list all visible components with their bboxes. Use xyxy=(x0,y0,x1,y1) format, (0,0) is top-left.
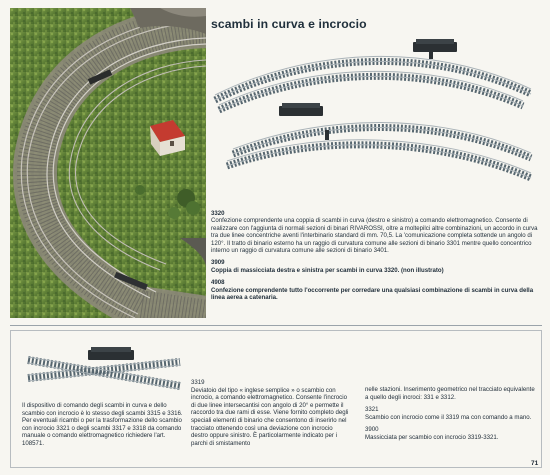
lower-left-text: Il dispositivo di comando degli scambi in curva e dello scambio con incrocio è lo stesso degli scambi 3315 e 3316. Per eventuali ricambi o per la trasformazione dello scambio con incrocio 3321 o degli scambi 3317 e 3318 da comando manuale o comando elettromagnetico richiedere l'art. 108571. xyxy=(22,402,183,447)
curved-turnout-upper xyxy=(215,39,531,110)
layout-photo-illustration xyxy=(10,8,206,318)
product-description-3900: Massicciata per scambio con incrocio 3319-3321. xyxy=(365,433,499,441)
section-divider xyxy=(10,325,542,326)
curved-turnout-lower xyxy=(227,103,531,178)
curved-turnouts-drawing xyxy=(213,36,543,208)
section-title: scambi in curva e incrocio xyxy=(211,17,367,31)
product-code-3321: 3321 xyxy=(365,406,379,414)
product-description-3909: Coppia di massicciata destra e sinistra per scambi in curva 3320. (non illustrato) xyxy=(211,266,444,274)
product-description-3321: Scambio con incrocio come il 3319 ma con comando a mano. xyxy=(365,413,532,421)
double-slip-illustration xyxy=(24,338,184,398)
double-slip-drawing xyxy=(24,338,184,398)
lower-right-text xyxy=(365,386,535,442)
product-description-3319: Deviatoio del tipo « inglese semplice » o scambio con incrocio, a comando elettromagnetico. Consente l'incrocio di due linee intersecantisi con angolo di 20° e permette il raccordo tra due rami di esse. Viene fornito completo degli speciali elementi di binario che consentono di inserirlo nel tracciato ottenendo così una deviazione con incrocio destro oppure sinistro. È particolarmente indicato per i parchi di smistamento xyxy=(191,386,349,447)
product-code-3900: 3900 xyxy=(365,426,379,434)
product-description-3320: Confezione comprendente una coppia di scambi in curva (destro e sinistro) a comando elettromagnetico. Consente di realizzare con l'aggiunta di normali sezioni di binari RIVAROSSI, oltre a moltepilci altre combinazioni, un accordo in curva tra due linee concentriche aventi l'interbinario standard di mm. 70,5. La 'comunicazione completa sottende un angolo di 120°. Il tratto di binario esterno ha un raggio di curvatura comune alle sezioni di binario 3301 mentre quello concentrico interno un raggio di curvatura comune alle sezioni di binario 3401. xyxy=(211,217,538,255)
product-code-4908: 4908 xyxy=(211,279,225,287)
product-description-4908: Confezione comprendente tutto l'occorrente per corredare una qualsiasi combinazione di scambi in curva della linea aerea a catenaria. xyxy=(211,286,534,302)
lower-middle-text xyxy=(191,379,351,447)
upper-section xyxy=(10,8,542,318)
upper-text-column xyxy=(211,210,541,301)
product-code-3909: 3909 xyxy=(211,259,225,267)
curved-turnouts-illustration xyxy=(213,36,543,208)
continuation-text: nelle stazioni. Inserimento geometrico nel tracciato equivalente a quello degli incroci: 331 e 3312. xyxy=(365,386,535,401)
product-code-3320: 3320 xyxy=(211,210,225,217)
page-number: 71 xyxy=(531,460,539,467)
product-code-3319: 3319 xyxy=(191,379,205,386)
layout-photo xyxy=(10,8,206,318)
